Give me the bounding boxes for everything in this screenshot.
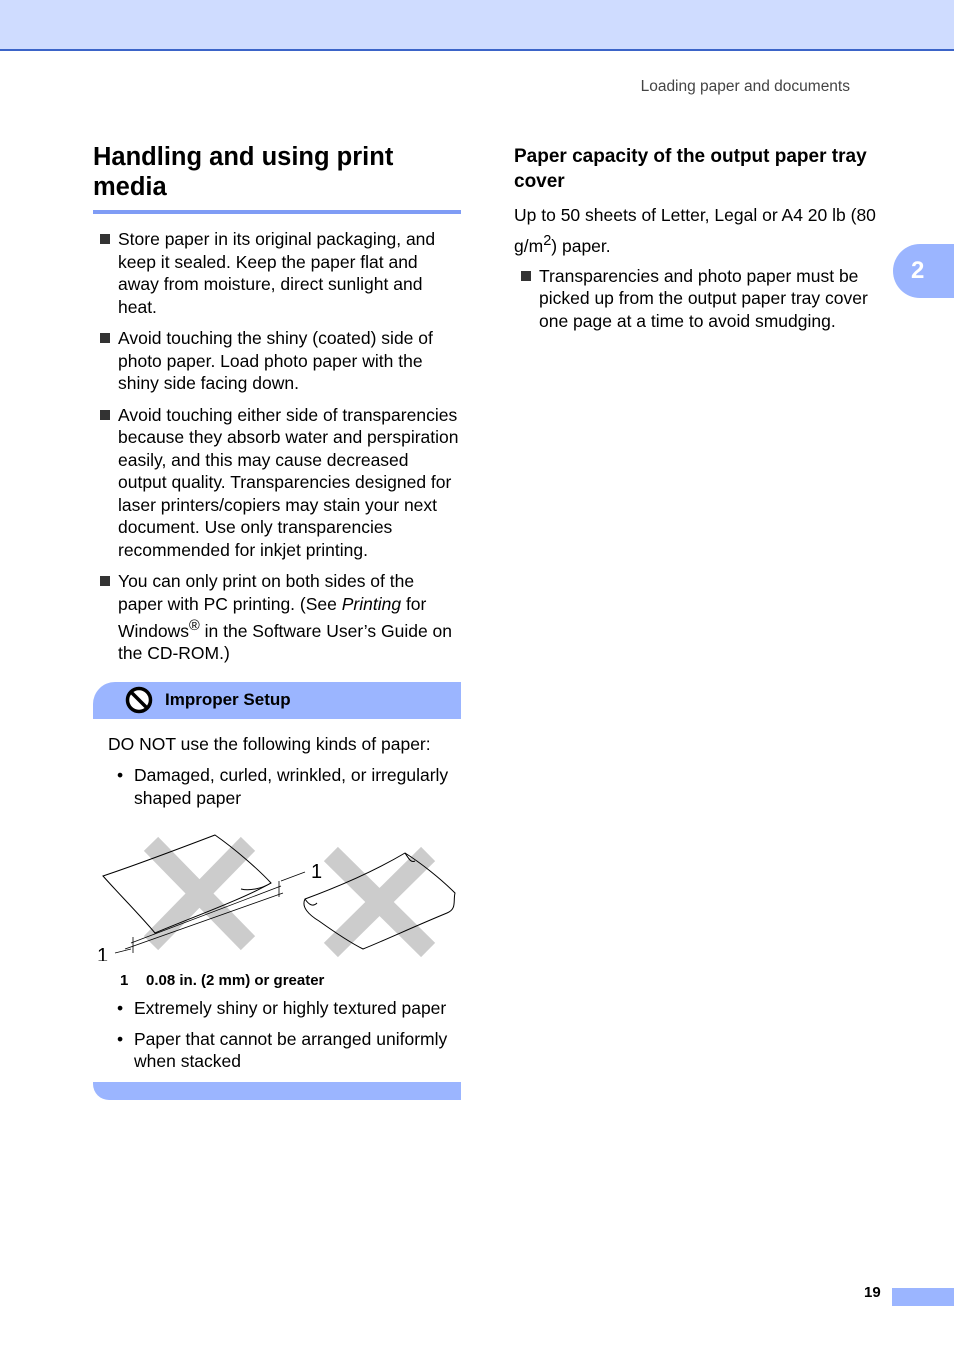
right-column — [514, 144, 886, 341]
warning-intro: DO NOT use the following kinds of paper: — [108, 733, 431, 754]
warning-body — [93, 733, 461, 810]
callout-text: 0.08 in. (2 mm) or greater — [146, 972, 325, 990]
list-item-text: in the Software User’s Guide on the CD-ROM.) — [118, 620, 453, 664]
italic-reference: Printing — [341, 593, 402, 614]
list-item: Avoid touching either side of transparencies because they absorb water and perspiration easily, and this may cause decreased output quality. Transparencies designed for laser printers/copiers may stain your next document. Use only transparencies recommended for inkjet printing. — [93, 404, 461, 562]
warning-header — [93, 682, 461, 719]
curled-paper-figure — [93, 831, 461, 961]
list-item: • Damaged, curled, wrinkled, or irregularly shaped paper — [108, 764, 461, 809]
capacity-text: ) paper. — [551, 235, 611, 256]
prohibited-icon — [125, 686, 153, 714]
registered-mark: ® — [189, 618, 200, 634]
chapter-tab: 2 — [893, 244, 954, 298]
figure-callout — [120, 972, 461, 989]
top-header-band — [0, 0, 954, 51]
list-item: Store paper in its original packaging, and keep it sealed. Keep the paper flat and away from moisture, direct sunlight and heat. — [93, 228, 461, 318]
page-number: 19 — [864, 1284, 881, 1301]
warning-footer-bar — [93, 1082, 461, 1100]
cross-mark-right — [338, 861, 421, 943]
output-tray-bullet-list — [514, 265, 886, 333]
capacity-paragraph — [514, 202, 886, 259]
subsection-title: Paper capacity of the output paper tray cover — [514, 146, 867, 192]
section-title: Handling and using print media — [93, 142, 461, 214]
warning-list-bottom — [108, 997, 461, 1073]
list-item: • Paper that cannot be arranged uniformly when stacked — [108, 1028, 461, 1073]
list-item: Transparencies and photo paper must be picked up from the output paper tray cover one page at a time to avoid smudging. — [514, 265, 886, 333]
superscript: 2 — [543, 233, 552, 249]
page-number-tab — [892, 1288, 954, 1306]
running-header: Loading paper and documents — [640, 78, 850, 95]
cross-mark-left — [158, 851, 241, 936]
capacity-text: Up to 50 sheets of Letter, Legal or A4 20 lb (80 g/m — [514, 205, 876, 256]
list-item-text: You can only print on both sides of the paper with PC printing. (See — [118, 571, 415, 614]
callout-number: 1 — [120, 972, 129, 990]
figure-label-right: 1 — [311, 861, 323, 884]
list-item: Avoid touching the shiny (coated) side of photo paper. Load photo paper with the shiny side facing down. — [93, 327, 461, 395]
list-item: • Extremely shiny or highly textured paper — [108, 997, 461, 1020]
warning-body-continued — [93, 997, 461, 1073]
list-item-text: for Windows — [118, 593, 427, 641]
handling-bullet-list — [93, 228, 461, 665]
list-item — [93, 570, 461, 665]
left-column — [93, 142, 461, 1100]
warning-title: Improper Setup — [165, 690, 291, 710]
figure-label-left: 1 — [97, 945, 109, 962]
warning-list-top — [108, 764, 461, 809]
